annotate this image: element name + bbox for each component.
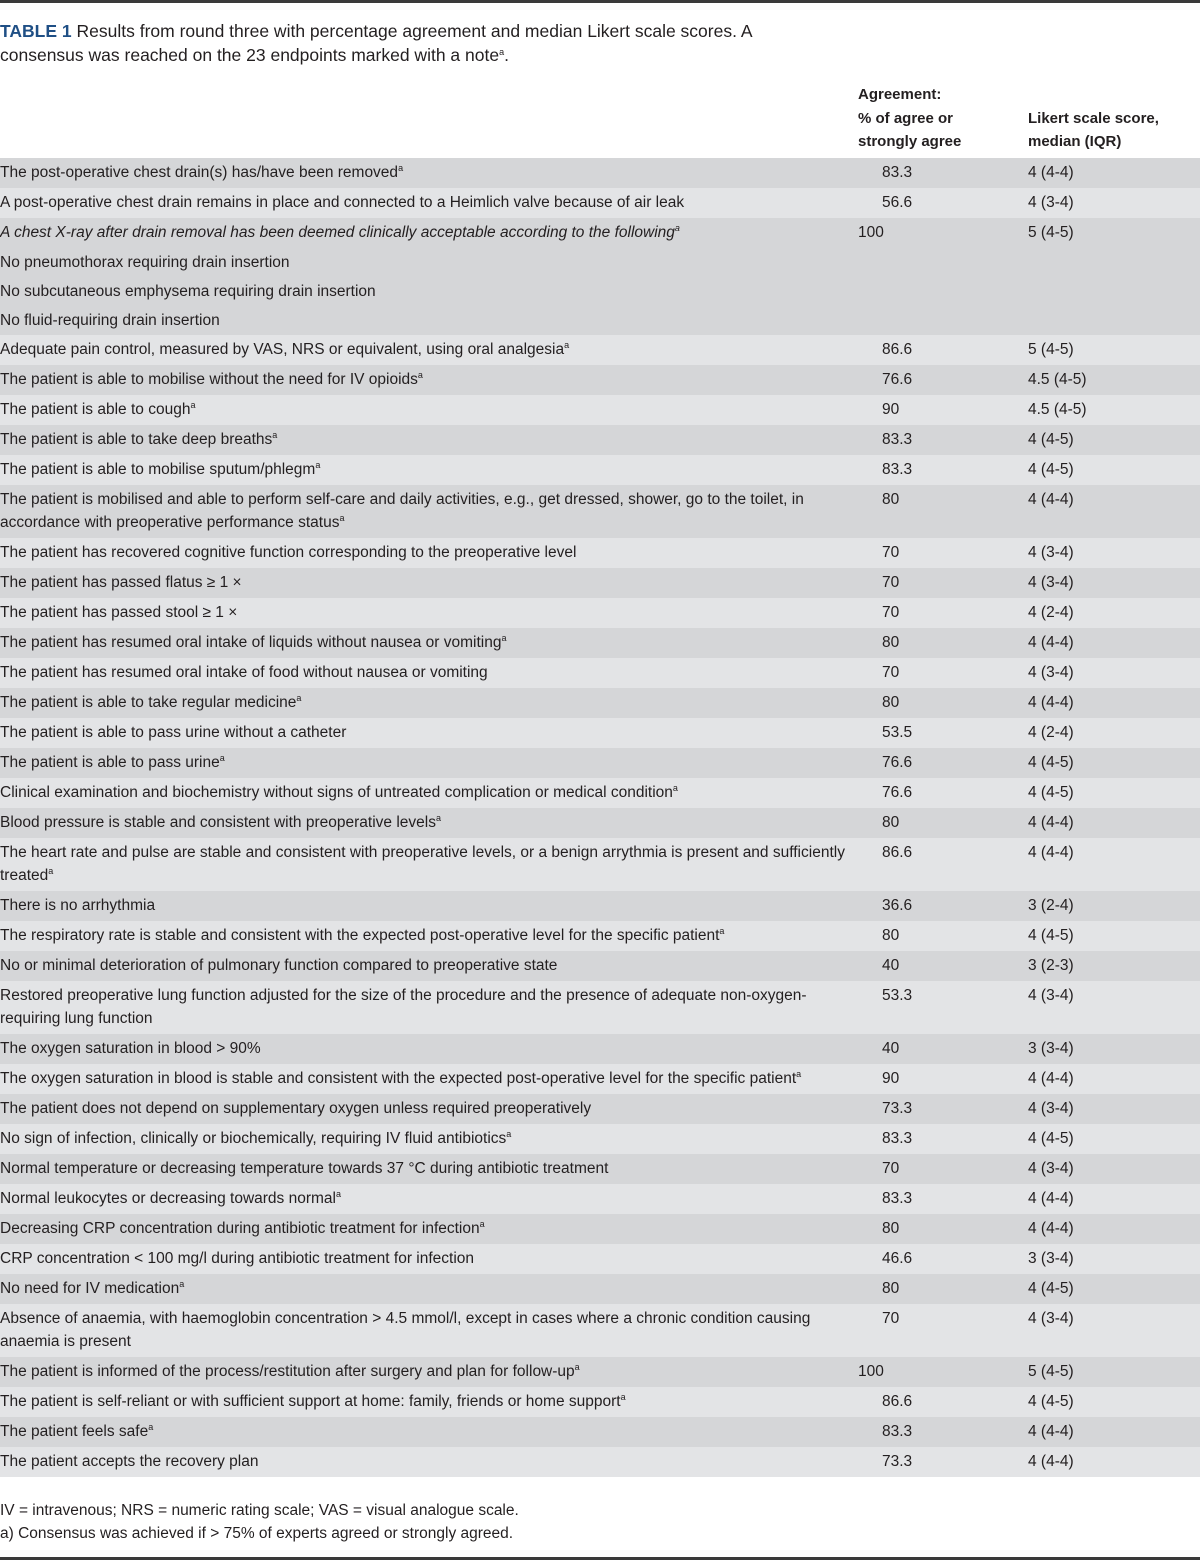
likert-cell: 4 (3-4) bbox=[1028, 1094, 1200, 1124]
endpoint-cell bbox=[0, 485, 858, 538]
consensus-note-mark: a bbox=[574, 1361, 580, 1372]
likert-cell: 5 (4-5) bbox=[1028, 1357, 1200, 1387]
endpoint-text: The patient does not depend on supplementary oxygen unless required preoperatively bbox=[0, 1099, 592, 1117]
endpoint-text: No fluid-requiring drain insertion bbox=[0, 311, 220, 329]
likert-cell: 3 (2-4) bbox=[1028, 891, 1200, 921]
endpoint-text: No sign of infection, clinically or biochemically, requiring IV fluid antibiotics bbox=[0, 1129, 507, 1147]
agreement-cell: 40 bbox=[858, 951, 1028, 981]
table-row bbox=[0, 891, 1200, 921]
table-row bbox=[0, 1274, 1200, 1304]
endpoint-cell bbox=[0, 891, 858, 921]
consensus-note-mark: a bbox=[796, 1068, 802, 1079]
endpoint-text: Absence of anaemia, with haemoglobin concentration > 4.5 mmol/l, except in cases where a chronic condition causing anaemia is present bbox=[0, 1309, 811, 1350]
consensus-note-mark: a bbox=[48, 865, 54, 876]
table-footnotes bbox=[0, 1499, 1200, 1545]
endpoint-cell bbox=[0, 778, 858, 808]
agreement-cell: 80 bbox=[858, 485, 1028, 538]
agreement-cell: 70 bbox=[858, 538, 1028, 568]
endpoint-text: The patient has passed flatus ≥ 1 × bbox=[0, 573, 242, 591]
likert-cell: 4 (4-4) bbox=[1028, 808, 1200, 838]
endpoint-cell bbox=[0, 538, 858, 568]
endpoint-text: The oxygen saturation in blood is stable and consistent with the expected post-operative level for the specific patient bbox=[0, 1069, 797, 1087]
endpoint-text: The patient is mobilised and able to perform self-care and daily activities, e.g., get dressed, shower, go to the toilet, in accordance with preoperative performance status bbox=[0, 490, 804, 531]
endpoint-text: The respiratory rate is stable and consistent with the expected post-operative level for the specific patient bbox=[0, 926, 720, 944]
endpoint-text: There is no arrhythmia bbox=[0, 896, 156, 914]
agreement-cell: 73.3 bbox=[858, 1447, 1028, 1477]
endpoint-cell bbox=[0, 425, 858, 455]
likert-cell: 4.5 (4-5) bbox=[1028, 365, 1200, 395]
endpoint-text: Adequate pain control, measured by VAS, NRS or equivalent, using oral analgesia bbox=[0, 340, 565, 358]
endpoint-text: No pneumothorax requiring drain insertion bbox=[0, 253, 290, 271]
likert-cell: 4 (4-5) bbox=[1028, 1124, 1200, 1154]
agreement-cell bbox=[858, 306, 1028, 335]
agreement-cell: 76.6 bbox=[858, 748, 1028, 778]
endpoint-text: The patient has resumed oral intake of food without nausea or vomiting bbox=[0, 663, 488, 681]
likert-cell: 4 (3-4) bbox=[1028, 538, 1200, 568]
endpoint-text: The post-operative chest drain(s) has/have been removed bbox=[0, 163, 399, 181]
agreement-cell: 73.3 bbox=[858, 1094, 1028, 1124]
consensus-note-mark: a bbox=[435, 812, 441, 823]
endpoint-cell bbox=[0, 568, 858, 598]
header-row bbox=[0, 83, 1200, 158]
agreement-cell: 53.5 bbox=[858, 718, 1028, 748]
table-row bbox=[0, 335, 1200, 365]
table-row bbox=[0, 628, 1200, 658]
table-row bbox=[0, 1184, 1200, 1214]
endpoint-text: Decreasing CRP concentration during antibiotic treatment for infection bbox=[0, 1219, 480, 1237]
likert-cell: 4 (4-4) bbox=[1028, 688, 1200, 718]
agreement-cell: 90 bbox=[858, 395, 1028, 425]
header-agreement-line1: Agreement: bbox=[858, 86, 942, 103]
table-row bbox=[0, 1357, 1200, 1387]
table-row bbox=[0, 921, 1200, 951]
endpoint-cell bbox=[0, 158, 858, 188]
likert-cell bbox=[1028, 277, 1200, 306]
endpoint-cell bbox=[0, 1124, 858, 1154]
endpoint-text: The patient is able to mobilise sputum/phlegm bbox=[0, 460, 316, 478]
likert-cell: 4 (4-4) bbox=[1028, 838, 1200, 891]
agreement-cell: 80 bbox=[858, 921, 1028, 951]
endpoint-text: The patient has resumed oral intake of liquids without nausea or vomiting bbox=[0, 633, 502, 651]
header-likert-line2: median (IQR) bbox=[1028, 133, 1122, 150]
endpoint-text: A chest X-ray after drain removal has been deemed clinically acceptable according to the following bbox=[0, 223, 675, 241]
agreement-cell: 70 bbox=[858, 1154, 1028, 1184]
endpoint-text: The patient is able to take deep breaths bbox=[0, 430, 273, 448]
table-row bbox=[0, 1387, 1200, 1417]
consensus-note-mark: a bbox=[417, 369, 423, 380]
caption-note-mark: a bbox=[499, 47, 505, 57]
table-row bbox=[0, 1214, 1200, 1244]
consensus-note-mark: a bbox=[620, 1391, 626, 1402]
agreement-cell: 83.3 bbox=[858, 1124, 1028, 1154]
table-row bbox=[0, 568, 1200, 598]
endpoint-text: Normal temperature or decreasing temperature towards 37 °C during antibiotic treatment bbox=[0, 1159, 609, 1177]
endpoint-text: The patient has passed stool ≥ 1 × bbox=[0, 603, 238, 621]
endpoint-cell bbox=[0, 1064, 858, 1094]
endpoint-cell bbox=[0, 718, 858, 748]
table-row bbox=[0, 1417, 1200, 1447]
table-row bbox=[0, 1064, 1200, 1094]
agreement-cell: 40 bbox=[858, 1034, 1028, 1064]
endpoint-cell bbox=[0, 277, 858, 306]
likert-cell: 4 (2-4) bbox=[1028, 598, 1200, 628]
endpoint-text: A post-operative chest drain remains in place and connected to a Heimlich valve because of air leak bbox=[0, 193, 685, 211]
endpoint-cell bbox=[0, 688, 858, 718]
likert-cell: 4 (4-5) bbox=[1028, 921, 1200, 951]
agreement-cell: 70 bbox=[858, 598, 1028, 628]
consensus-note-mark: a bbox=[398, 162, 404, 173]
likert-cell: 4.5 (4-5) bbox=[1028, 395, 1200, 425]
endpoint-text: The patient is able to cough bbox=[0, 400, 191, 418]
footnote-abbreviations: IV = intravenous; NRS = numeric rating scale; VAS = visual analogue scale. bbox=[0, 1502, 519, 1519]
endpoint-text: The patient has recovered cognitive function corresponding to the preoperative level bbox=[0, 543, 577, 561]
consensus-note-mark: a bbox=[719, 925, 725, 936]
table-row bbox=[0, 1094, 1200, 1124]
consensus-note-mark: a bbox=[190, 399, 196, 410]
table-label: TABLE 1 bbox=[0, 21, 72, 41]
endpoint-text: Normal leukocytes or decreasing towards normal bbox=[0, 1189, 336, 1207]
agreement-cell: 76.6 bbox=[858, 365, 1028, 395]
table-caption bbox=[0, 19, 800, 67]
table-row bbox=[0, 485, 1200, 538]
table-row bbox=[0, 1154, 1200, 1184]
endpoint-cell bbox=[0, 921, 858, 951]
table-row bbox=[0, 425, 1200, 455]
consensus-note-mark: a bbox=[219, 752, 225, 763]
header-likert-line1: Likert scale score, bbox=[1028, 109, 1159, 127]
agreement-cell: 83.3 bbox=[858, 1184, 1028, 1214]
likert-cell: 4 (4-5) bbox=[1028, 1387, 1200, 1417]
table-row bbox=[0, 455, 1200, 485]
header-likert bbox=[1028, 83, 1200, 158]
endpoint-cell bbox=[0, 1447, 858, 1477]
agreement-cell: 83.3 bbox=[858, 425, 1028, 455]
endpoint-cell bbox=[0, 598, 858, 628]
endpoint-cell bbox=[0, 335, 858, 365]
consensus-note-mark: a bbox=[506, 1128, 512, 1139]
endpoint-cell bbox=[0, 658, 858, 688]
endpoint-cell bbox=[0, 951, 858, 981]
endpoint-cell bbox=[0, 218, 858, 248]
likert-cell: 4 (4-5) bbox=[1028, 425, 1200, 455]
agreement-cell: 80 bbox=[858, 808, 1028, 838]
likert-cell: 4 (4-5) bbox=[1028, 748, 1200, 778]
agreement-cell: 70 bbox=[858, 568, 1028, 598]
endpoint-cell bbox=[0, 365, 858, 395]
agreement-cell: 83.3 bbox=[858, 455, 1028, 485]
likert-cell: 3 (2-3) bbox=[1028, 951, 1200, 981]
endpoint-text: The heart rate and pulse are stable and consistent with preoperative levels, or a benign arrythmia is present and sufficiently treated bbox=[0, 843, 845, 884]
endpoint-cell bbox=[0, 1214, 858, 1244]
endpoint-cell bbox=[0, 1417, 858, 1447]
table-subrow bbox=[0, 277, 1200, 306]
likert-cell: 4 (4-4) bbox=[1028, 1447, 1200, 1477]
likert-cell: 4 (3-4) bbox=[1028, 188, 1200, 218]
endpoint-cell bbox=[0, 838, 858, 891]
agreement-cell: 100 bbox=[858, 218, 1028, 248]
agreement-cell: 83.3 bbox=[858, 1417, 1028, 1447]
consensus-note-mark: a bbox=[339, 512, 345, 523]
endpoint-cell bbox=[0, 1357, 858, 1387]
endpoint-text: The patient feels safe bbox=[0, 1422, 149, 1440]
consensus-note-mark: a bbox=[501, 632, 507, 643]
endpoint-cell bbox=[0, 1274, 858, 1304]
likert-cell: 5 (4-5) bbox=[1028, 218, 1200, 248]
likert-cell: 4 (2-4) bbox=[1028, 718, 1200, 748]
endpoint-text: The oxygen saturation in blood > 90% bbox=[0, 1039, 261, 1057]
table-body bbox=[0, 158, 1200, 1477]
likert-cell: 4 (3-4) bbox=[1028, 1304, 1200, 1357]
endpoint-cell bbox=[0, 306, 858, 335]
header-agreement bbox=[858, 83, 1028, 158]
endpoint-text: Clinical examination and biochemistry without signs of untreated complication or medical condition bbox=[0, 783, 673, 801]
header-agreement-line3: strongly agree bbox=[858, 133, 962, 150]
table-row bbox=[0, 538, 1200, 568]
endpoint-text: The patient accepts the recovery plan bbox=[0, 1452, 259, 1470]
likert-cell: 4 (4-5) bbox=[1028, 778, 1200, 808]
agreement-cell: 80 bbox=[858, 1214, 1028, 1244]
endpoint-text: The patient is able to take regular medicine bbox=[0, 693, 297, 711]
agreement-cell: 46.6 bbox=[858, 1244, 1028, 1274]
header-endpoint bbox=[0, 83, 858, 158]
table-row bbox=[0, 1244, 1200, 1274]
endpoint-cell bbox=[0, 1244, 858, 1274]
endpoint-text: The patient is able to pass urine without a catheter bbox=[0, 723, 347, 741]
endpoint-text: CRP concentration < 100 mg/l during antibiotic treatment for infection bbox=[0, 1249, 475, 1267]
table-row bbox=[0, 395, 1200, 425]
agreement-cell: 70 bbox=[858, 658, 1028, 688]
table-row bbox=[0, 365, 1200, 395]
footnote-consensus: a) Consensus was achieved if > 75% of experts agreed or strongly agreed. bbox=[0, 1525, 514, 1542]
endpoint-cell bbox=[0, 748, 858, 778]
table-row bbox=[0, 658, 1200, 688]
endpoint-cell bbox=[0, 395, 858, 425]
consensus-note-mark: a bbox=[272, 429, 278, 440]
agreement-cell: 70 bbox=[858, 1304, 1028, 1357]
top-rule bbox=[0, 0, 1200, 3]
agreement-cell bbox=[858, 277, 1028, 306]
table-row bbox=[0, 188, 1200, 218]
likert-cell: 3 (3-4) bbox=[1028, 1244, 1200, 1274]
consensus-note-mark: a bbox=[335, 1188, 341, 1199]
likert-cell: 5 (4-5) bbox=[1028, 335, 1200, 365]
table-row bbox=[0, 158, 1200, 188]
endpoint-cell bbox=[0, 628, 858, 658]
consensus-note-mark: a bbox=[296, 692, 302, 703]
likert-cell: 4 (4-4) bbox=[1028, 628, 1200, 658]
caption-text: Results from round three with percentage agreement and median Likert scale scores. A consensus was reached on the 23 endpoints marked with a note bbox=[0, 21, 752, 65]
table-row bbox=[0, 951, 1200, 981]
likert-cell: 4 (3-4) bbox=[1028, 568, 1200, 598]
agreement-cell: 86.6 bbox=[858, 838, 1028, 891]
agreement-cell: 86.6 bbox=[858, 1387, 1028, 1417]
consensus-note-mark: a bbox=[179, 1278, 185, 1289]
endpoint-cell bbox=[0, 1304, 858, 1357]
agreement-cell: 80 bbox=[858, 688, 1028, 718]
table-row bbox=[0, 718, 1200, 748]
table-row bbox=[0, 598, 1200, 628]
consensus-note-mark: a bbox=[674, 222, 680, 233]
endpoint-cell bbox=[0, 1184, 858, 1214]
table-row bbox=[0, 688, 1200, 718]
table-row bbox=[0, 981, 1200, 1034]
likert-cell: 4 (4-5) bbox=[1028, 1274, 1200, 1304]
endpoint-text: The patient is informed of the process/restitution after surgery and plan for follow-up bbox=[0, 1362, 575, 1380]
likert-cell: 4 (4-4) bbox=[1028, 1214, 1200, 1244]
consensus-note-mark: a bbox=[564, 339, 570, 350]
endpoint-cell bbox=[0, 981, 858, 1034]
agreement-cell: 53.3 bbox=[858, 981, 1028, 1034]
endpoint-cell bbox=[0, 455, 858, 485]
table-row bbox=[0, 778, 1200, 808]
consensus-note-mark: a bbox=[672, 782, 678, 793]
endpoint-text: No subcutaneous emphysema requiring drain insertion bbox=[0, 282, 376, 300]
agreement-cell: 80 bbox=[858, 1274, 1028, 1304]
agreement-cell bbox=[858, 248, 1028, 277]
likert-cell: 4 (3-4) bbox=[1028, 1154, 1200, 1184]
endpoint-cell bbox=[0, 188, 858, 218]
endpoint-text: The patient is able to mobilise without the need for IV opioids bbox=[0, 370, 418, 388]
table-row bbox=[0, 808, 1200, 838]
likert-cell: 4 (4-4) bbox=[1028, 158, 1200, 188]
endpoint-text: No or minimal deterioration of pulmonary function compared to preoperative state bbox=[0, 956, 558, 974]
likert-cell bbox=[1028, 248, 1200, 277]
results-table bbox=[0, 83, 1200, 1477]
endpoint-cell bbox=[0, 1154, 858, 1184]
table-row bbox=[0, 218, 1200, 248]
consensus-note-mark: a bbox=[479, 1218, 485, 1229]
endpoint-text: The patient is able to pass urine bbox=[0, 753, 220, 771]
likert-cell: 4 (3-4) bbox=[1028, 658, 1200, 688]
endpoint-text: No need for IV medication bbox=[0, 1279, 180, 1297]
agreement-cell: 36.6 bbox=[858, 891, 1028, 921]
endpoint-text: The patient is self-reliant or with sufficient support at home: family, friends or home support bbox=[0, 1392, 621, 1410]
header-agreement-line2: % of agree or bbox=[858, 109, 954, 127]
endpoint-text: Restored preoperative lung function adjusted for the size of the procedure and the presence of adequate non-oxygen-requiring lung function bbox=[0, 986, 807, 1027]
consensus-note-mark: a bbox=[315, 459, 321, 470]
likert-cell: 4 (4-4) bbox=[1028, 1184, 1200, 1214]
table-row bbox=[0, 1447, 1200, 1477]
endpoint-text: Blood pressure is stable and consistent with preoperative levels bbox=[0, 813, 436, 831]
agreement-cell: 80 bbox=[858, 628, 1028, 658]
agreement-cell: 100 bbox=[858, 1357, 1028, 1387]
endpoint-cell bbox=[0, 1094, 858, 1124]
likert-cell: 4 (4-4) bbox=[1028, 1064, 1200, 1094]
endpoint-cell bbox=[0, 808, 858, 838]
consensus-note-mark: a bbox=[148, 1421, 154, 1432]
caption-end: . bbox=[504, 45, 509, 65]
endpoint-cell bbox=[0, 1387, 858, 1417]
table-row bbox=[0, 1034, 1200, 1064]
likert-cell: 4 (4-4) bbox=[1028, 1417, 1200, 1447]
table-subrow bbox=[0, 306, 1200, 335]
agreement-cell: 56.6 bbox=[858, 188, 1028, 218]
endpoint-cell bbox=[0, 248, 858, 277]
agreement-cell: 83.3 bbox=[858, 158, 1028, 188]
agreement-cell: 76.6 bbox=[858, 778, 1028, 808]
table-subrow bbox=[0, 248, 1200, 277]
likert-cell: 4 (3-4) bbox=[1028, 981, 1200, 1034]
bottom-rule bbox=[0, 1557, 1200, 1560]
agreement-cell: 86.6 bbox=[858, 335, 1028, 365]
likert-cell bbox=[1028, 306, 1200, 335]
table-row bbox=[0, 1124, 1200, 1154]
table-row bbox=[0, 1304, 1200, 1357]
endpoint-cell bbox=[0, 1034, 858, 1064]
likert-cell: 4 (4-4) bbox=[1028, 485, 1200, 538]
likert-cell: 4 (4-5) bbox=[1028, 455, 1200, 485]
table-row bbox=[0, 748, 1200, 778]
agreement-cell: 90 bbox=[858, 1064, 1028, 1094]
table-row bbox=[0, 838, 1200, 891]
likert-cell: 3 (3-4) bbox=[1028, 1034, 1200, 1064]
